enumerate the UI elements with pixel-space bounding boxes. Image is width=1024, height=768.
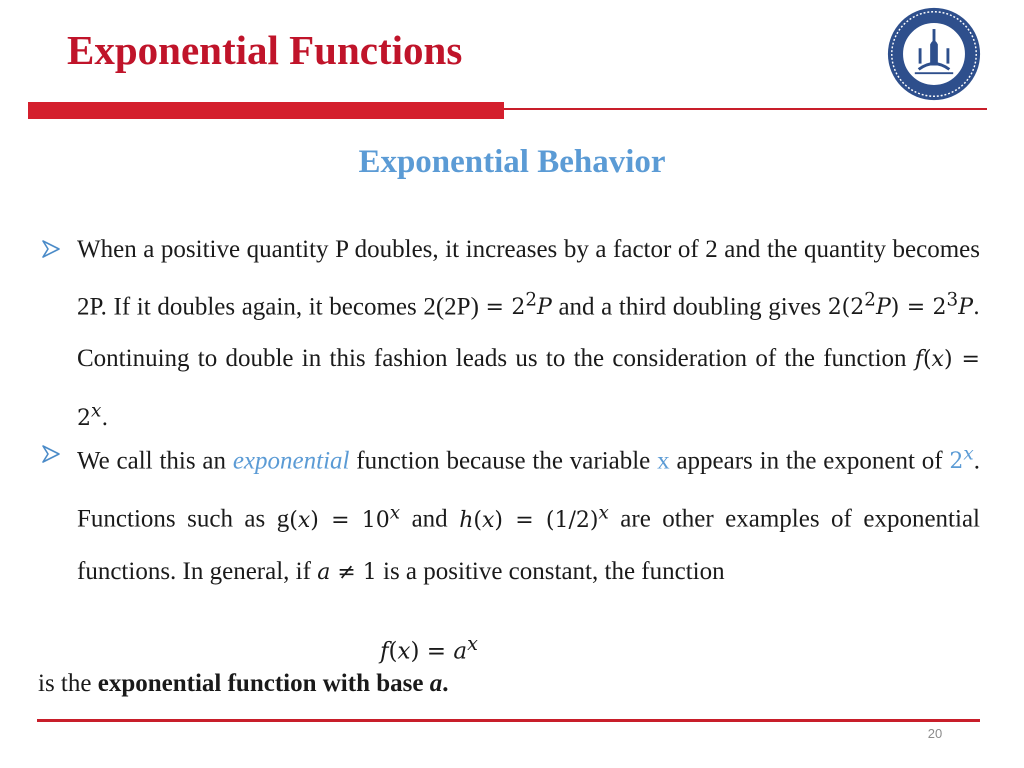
math-expression: $(x) = 10^x$ xyxy=(289,502,401,533)
header-divider-line xyxy=(504,108,987,110)
slide-title: Exponential Functions xyxy=(67,27,463,73)
bullet-paragraph-doubling: When a positive quantity P doubles, it increases by a factor of 2 and the quantity becomes 2P. If it doubles again, it becomes $2(2P) = 2^2P$ and a third doubling gives $2(2^2P) = 2^3P$. Continuing to double in this fashion leads us to the consideration of the function $f(x) = 2^x$. xyxy=(77,236,980,431)
math-expression: a ≠ 1 xyxy=(317,559,377,585)
bullet-paragraph-definition: We call this an exponential function because the variable x appears in the exponent of 2$^x$. Functions such as $g(x) = 10^x$ and $h(x) = (1/2)^x$ are other examples of exponential functions. In general, if a ≠ 1 is a positive constant, the function xyxy=(77,444,980,585)
variable-x: x xyxy=(657,447,670,475)
math-expression: $2(2^2P) = 2^3P$. xyxy=(827,290,980,321)
header-accent-bar xyxy=(28,102,504,119)
page-number: 20 xyxy=(927,726,943,741)
math-expression: 2$^x$ xyxy=(949,444,974,475)
college-seal-icon xyxy=(886,6,982,102)
math-expression: $h(x) = (1/2)^x$ xyxy=(459,502,609,533)
closing-statement: is the exponential function with base a. xyxy=(38,670,449,697)
arrow-bullet-icon xyxy=(40,238,62,260)
emphasis-exponential: exponential xyxy=(232,447,350,475)
slide-subtitle: Exponential Behavior xyxy=(358,144,666,180)
exponential-formula: $f(x) = a^x$ xyxy=(380,632,478,665)
footer-divider-line xyxy=(37,719,980,722)
arrow-bullet-icon xyxy=(40,443,62,465)
math-expression: $f(x) = 2^x$. xyxy=(77,347,980,431)
math-expression: = $2^2P$ xyxy=(485,290,552,321)
